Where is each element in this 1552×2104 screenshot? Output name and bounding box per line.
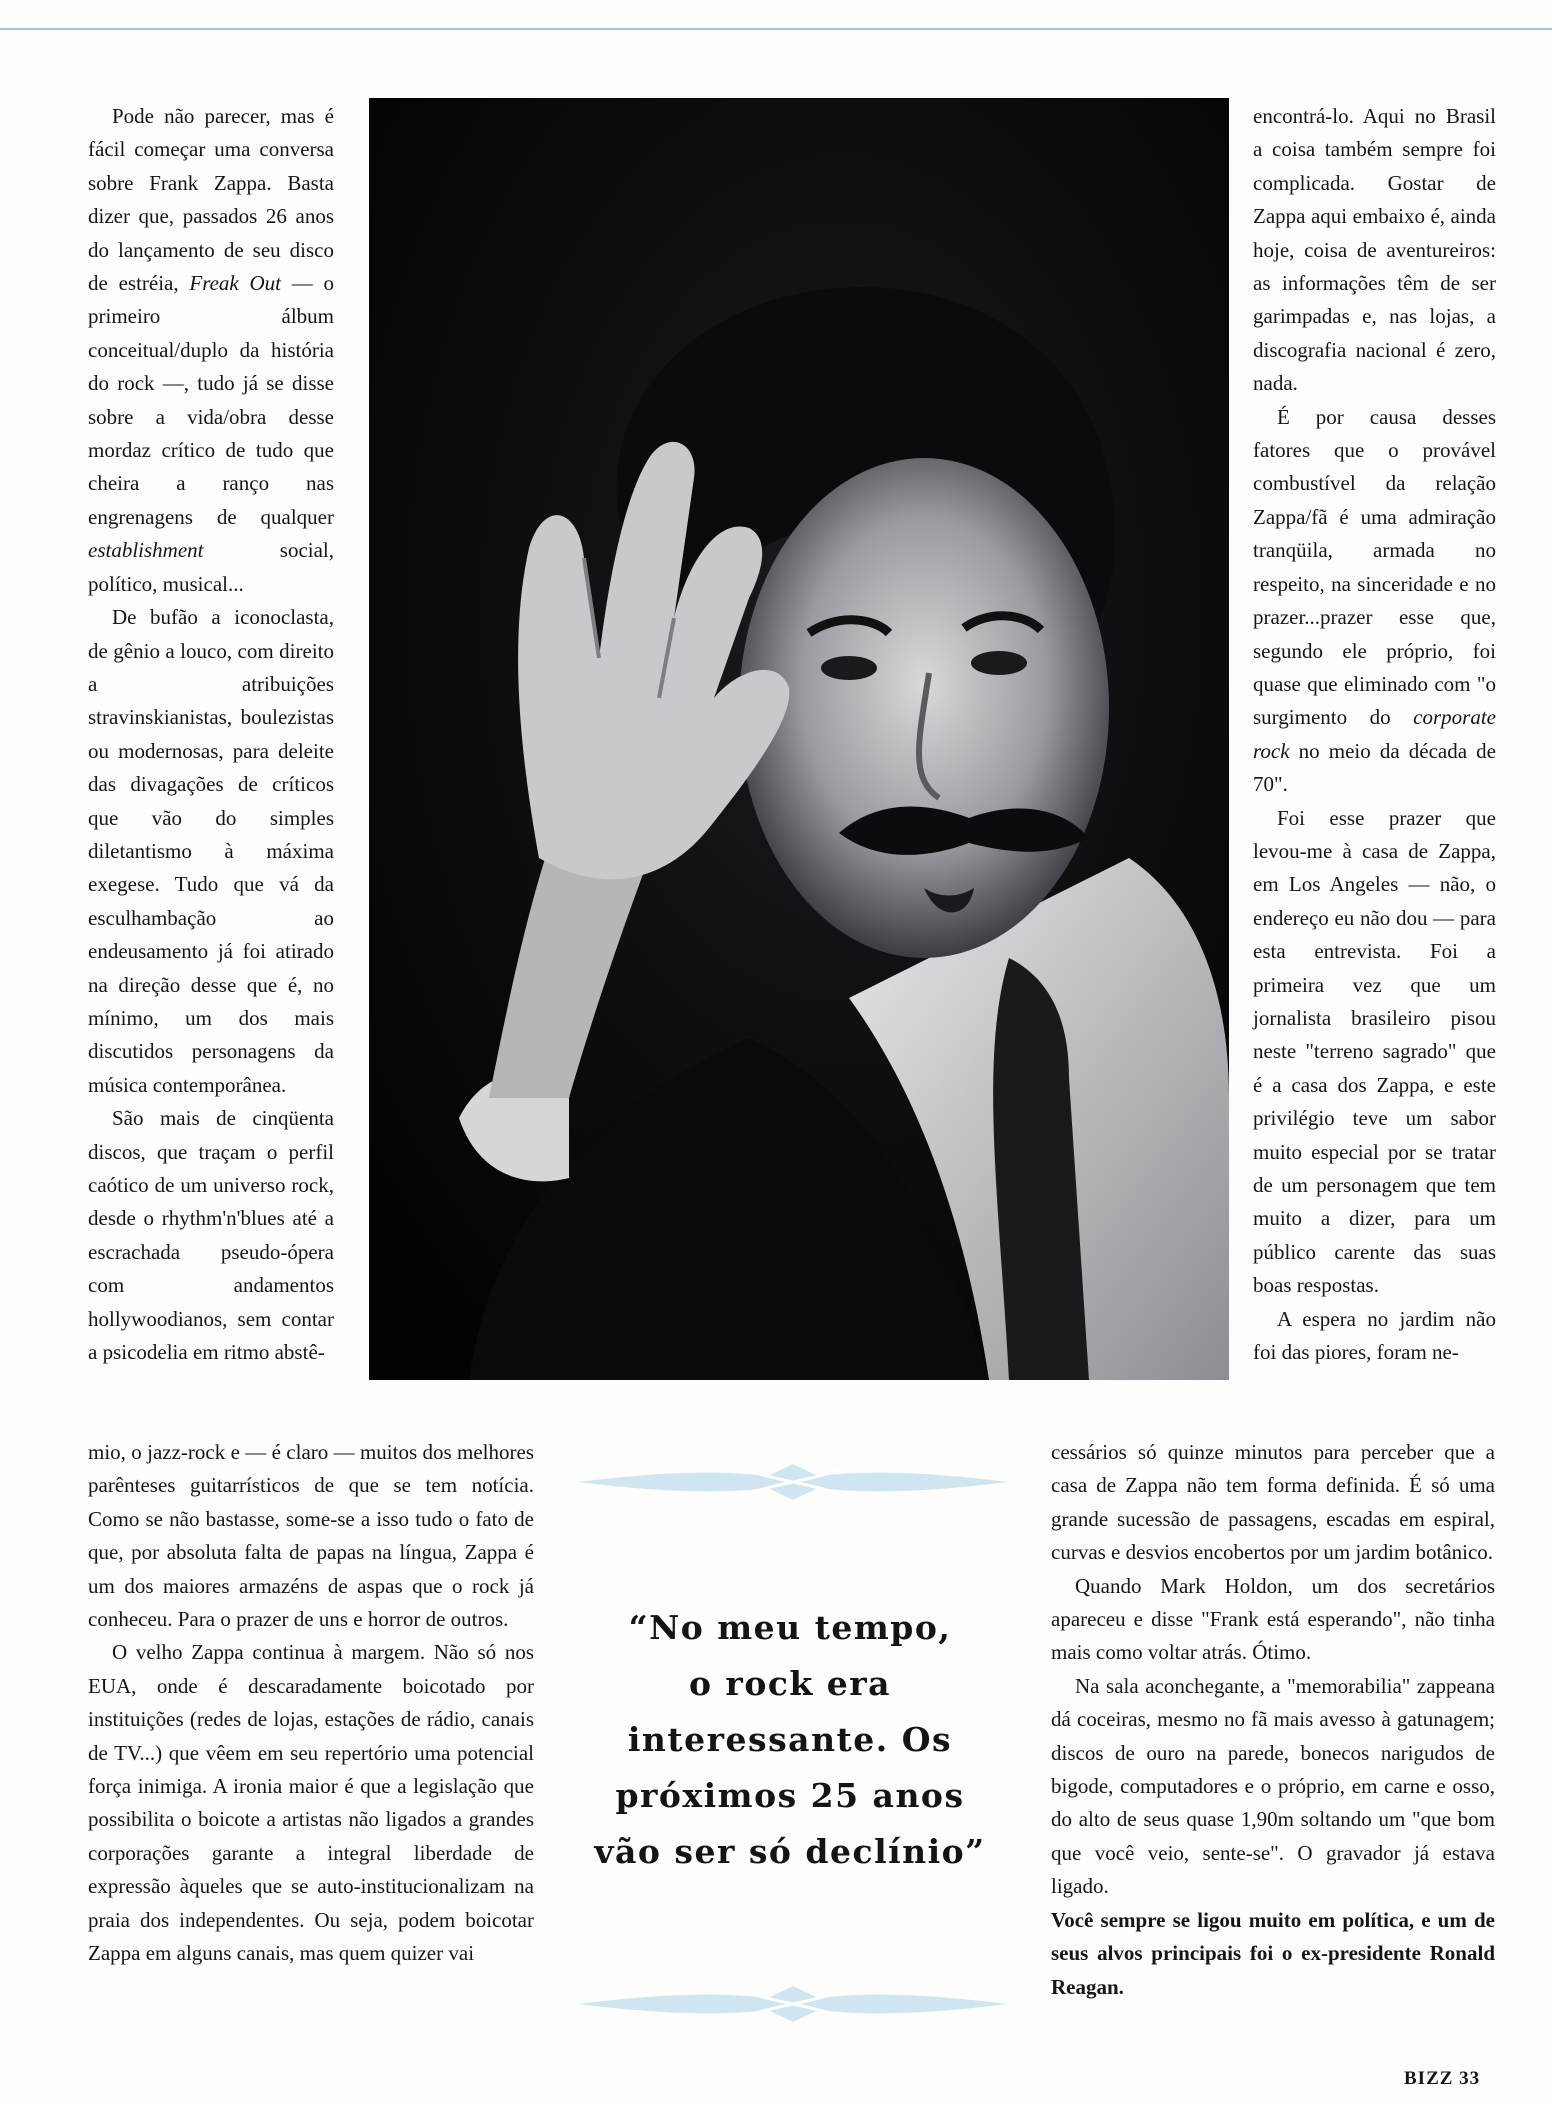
portrait-photo — [369, 98, 1229, 1380]
paragraph-espera-cont: cessários só quinze minutos para perceber que a casa de Zappa não tem forma definida. É só uma grande sucessão de passagens, escadas em espiral, curvas e desvios encobertos por um jardim botânico. — [1051, 1440, 1495, 1565]
pull-quote-line: vão ser só declínio” — [594, 1832, 986, 1871]
paragraph-margem: O velho Zappa continua à margem. Não só nos EUA, onde é descaradamente boicotado por instituições (redes de lojas, estações de rádio, canais de TV...) que vêem em seu repertório uma potencial força inimiga. A ironia maior é que a legislação que possibilita o boicote a artistas não ligados a grandes corporações garante a integral liberdade de expressão àqueles que se auto-institucionalizam na praia dos independentes. Ou seja, podem boicotar Zappa em alguns canais, mas quem quizer vai — [88, 1640, 534, 1966]
decorative-band-bottom — [578, 1984, 1008, 2024]
paragraph-prazer: Foi esse prazer que levou-me à casa de Zappa, em Los Angeles — não, o endereço eu não dou — para esta entrevista. Foi a primeira vez que um jornalista brasileiro pisou neste "terreno sagrado" que é a casa dos Zappa, e este privilégio teve um sabor muito especial por se tratar de um personagem que tem muito a dizer, para um público carente das suas boas respostas. — [1253, 805, 1496, 1298]
pull-quote-line: o rock era — [688, 1664, 892, 1703]
interview-question: Você sempre se ligou muito em política, e um de seus alvos principais foi o ex-presidente Ronald Reagan. — [1051, 1907, 1495, 1999]
right-column — [1253, 100, 1496, 1369]
pull-quote — [570, 1600, 1010, 1880]
paragraph-encontra: encontrá-lo. Aqui no Brasil a coisa também sempre foi complicada. Gostar de Zappa aqui embaixo é, ainda hoje, coisa de aventureiros: as informações têm de ser garimpadas e, nas lojas, a discografia nacional é zero, nada. — [1253, 104, 1496, 396]
paragraph-holdon: Quando Mark Holdon, um dos secretários apareceu e disse "Frank está esperando", não tinha mais como voltar atrás. Ótimo. — [1051, 1573, 1495, 1665]
pull-quote-line: interessante. Os — [627, 1720, 953, 1759]
album-title: Freak Out — [189, 271, 281, 296]
paragraph-espera-start: A espera no jardim não foi das piores, foram ne- — [1253, 1306, 1496, 1365]
portrait-illustration — [369, 98, 1229, 1380]
pull-quote-line: próximos 25 anos — [615, 1776, 965, 1815]
paragraph-intro: Pode não parecer, mas é fácil começar uma conversa sobre Frank Zappa. Basta dizer que, passados 26 anos do lançamento de seu disco de estréia, Freak Out — o primeiro álbum conceitual/duplo da história do rock —, tudo já se disse sobre a vida/obra desse mordaz crítico de tudo que cheira a ranço nas engrenagens de qualquer establishment social, político, musical... — [88, 104, 334, 596]
paragraph-discos-cont: mio, o jazz-rock e — é claro — muitos dos melhores parênteses guitarrísticos de que se tem notícia. Como se não bastasse, some-se a isso tudo o fato de que, por absoluta falta de papas na língua, Zappa é um dos maiores armazéns de aspas que o rock já conheceu. Para o prazer de uns e horror de outros. — [88, 1440, 534, 1632]
left-bottom-column — [88, 1436, 534, 1971]
paragraph-bufao: De bufão a iconoclasta, de gênio a louco, com direito a atribuições stravinskianistas, boulezistas ou modernosas, para deleite das divagações de críticos que vão do simples diletantismo à máxima exegese. Tudo que vá da esculhambação ao endeusamento já foi atirado na direção desse que é, no mínimo, um dos mais discutidos personagens da música contemporânea. — [88, 605, 334, 1097]
pull-quote-line: “No meu tempo, — [628, 1608, 952, 1647]
left-column — [88, 100, 334, 1369]
term-establishment: establishment — [88, 538, 204, 563]
page-footer: BIZZ 33 — [1404, 2068, 1481, 2089]
paragraph-fatores: É por causa desses fatores que o provável combustível da relação Zappa/fã é uma admiração tranqüila, armada no respeito, na sinceridade e no prazer...prazer esse que, segundo ele próprio, foi quase que eliminado com "o surgimento do corporate rock no meio da década de 70". — [1253, 404, 1496, 797]
paragraph-discos: São mais de cinqüenta discos, que traçam o perfil caótico de um universo rock, desde o rhythm'n'blues até a escrachada pseudo-ópera com andamentos hollywoodianos, sem contar a psicodelia em ritmo abstê- — [88, 1106, 334, 1365]
paragraph-sala: Na sala aconchegante, a "memorabilia" zappeana dá coceiras, mesmo no fã mais avesso à gatunagem; discos de ouro na parede, bonecos narigudos de bigode, computadores e o próprio, em carne e osso, do alto de seus quase 1,90m soltando um "que bom que você veio, sente-se". O gravador já estava ligado. — [1051, 1673, 1495, 1899]
top-rule — [0, 28, 1552, 30]
term-corporate-rock: corporate rock — [1253, 705, 1496, 763]
right-bottom-column — [1051, 1436, 1495, 2004]
decorative-band-top — [578, 1462, 1008, 1502]
